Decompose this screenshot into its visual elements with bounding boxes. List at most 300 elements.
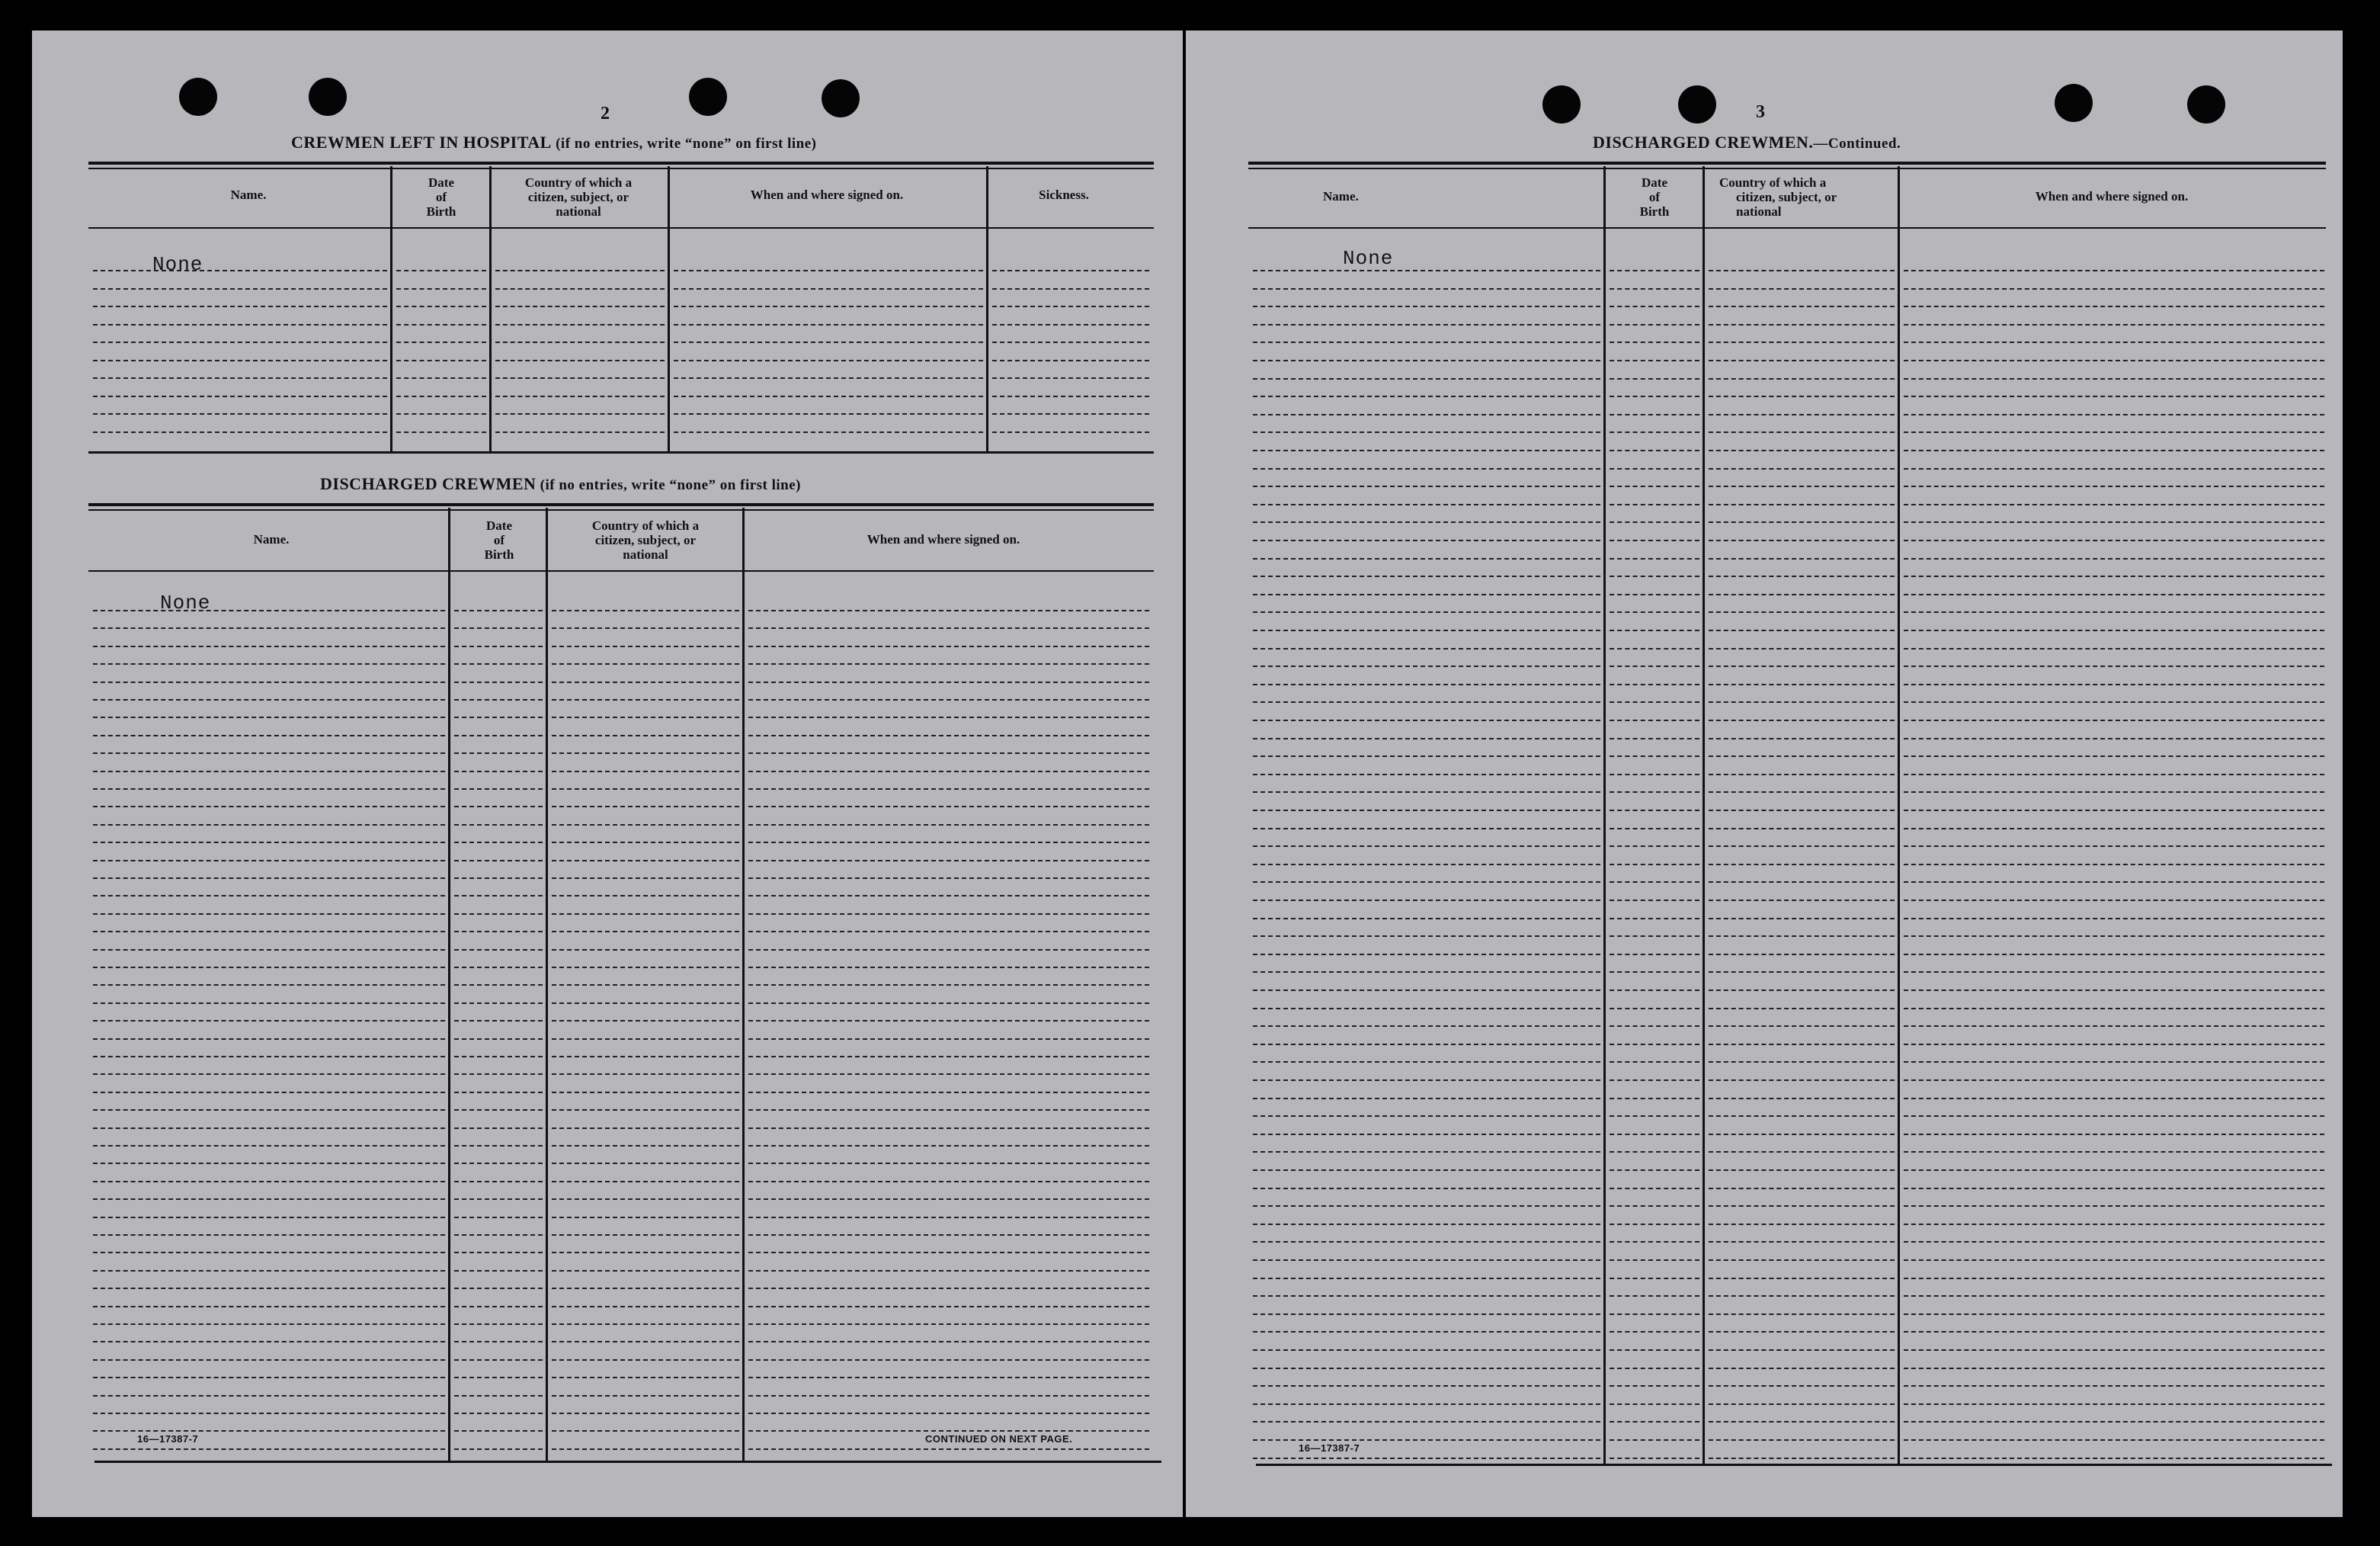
row-line [1610,324,1699,326]
row-line [1904,504,2324,505]
row-line [1904,701,2324,703]
row-line [1253,720,1600,721]
row-line [454,1145,543,1147]
row-line [992,413,1149,415]
row-line [552,610,739,611]
row-line [748,1323,1149,1325]
row-line [748,1145,1149,1147]
continued-note: CONTINUED ON NEXT PAGE. [925,1433,1073,1445]
row-line [1904,1044,2324,1045]
row-line [495,377,665,379]
row-line [1904,1259,2324,1261]
row-line [1904,1224,2324,1225]
row-line [93,431,387,433]
row-line [454,1359,543,1361]
row-line [1709,450,1895,451]
row-line [1610,738,1699,739]
row-line [454,984,543,986]
row-line [992,288,1149,290]
row-line [1610,971,1699,973]
row-line [552,1448,739,1450]
row-line [1709,1439,1895,1441]
row-line [1904,1403,2324,1405]
row-line [1610,701,1699,703]
row-line [454,842,543,843]
row-line [93,1341,445,1342]
top-rule [88,168,1154,169]
row-line [552,682,739,683]
row-line [454,913,543,915]
row-line [454,1288,543,1289]
row-line [748,931,1149,932]
row-line [1610,935,1699,937]
row-line [93,646,445,647]
row-line [454,682,543,683]
column-divider [489,166,492,451]
row-line [992,324,1149,326]
top-rule [1248,168,2326,169]
row-line [674,306,983,307]
top-rule [88,162,1154,165]
row-line [1709,1421,1895,1423]
row-line [1709,1313,1895,1315]
row-line [1610,1295,1699,1297]
row-line [93,342,387,343]
row-line [93,1430,445,1432]
row-line [1709,720,1895,721]
row-line [396,431,486,433]
row-line [1253,342,1600,343]
row-line [1610,1349,1699,1351]
row-line [1904,486,2324,487]
row-line [1904,1421,2324,1423]
row-line [1253,504,1600,505]
row-line [93,1198,445,1200]
row-line [93,1234,445,1236]
row-line [1253,1313,1600,1315]
row-line [1253,468,1600,470]
row-line [93,806,445,807]
row-line [396,342,486,343]
row-line [1610,1134,1699,1135]
row-line [454,717,543,718]
row-line [1904,1205,2324,1207]
row-line [1253,684,1600,685]
column-divider [1603,166,1606,1466]
row-line [93,984,445,986]
row-line [674,413,983,415]
row-line [454,663,543,665]
row-line [454,1448,543,1450]
row-line [1904,738,2324,739]
row-line [93,306,387,307]
row-line [552,1181,739,1182]
row-line [93,1038,445,1040]
row-line [748,1448,1149,1450]
row-line [1904,1295,2324,1297]
row-line [1610,576,1699,577]
row-line [1904,611,2324,613]
punch-hole [822,79,860,117]
row-line [1253,864,1600,865]
row-line [396,270,486,271]
header-rule [1248,227,2326,229]
row-line [552,771,739,772]
row-line [748,699,1149,701]
column-header-date-of-birth: Date of Birth [426,175,456,219]
row-line [1253,1295,1600,1297]
row-line [454,1163,543,1164]
row-line [552,1413,739,1414]
row-line [748,1217,1149,1218]
row-line [1253,1439,1600,1441]
row-line [454,1252,543,1253]
row-line [674,288,983,290]
row-line [1610,630,1699,631]
row-line [1904,954,2324,955]
row-line [93,1252,445,1253]
row-line [1709,1259,1895,1261]
row-line [495,306,665,307]
row-line [1904,864,2324,865]
row-line [454,735,543,736]
row-line [1709,900,1895,901]
row-line [748,1038,1149,1040]
discharged-continued-title: DISCHARGED CREWMEN.—Continued. [1593,133,1901,152]
row-line [1709,1134,1895,1135]
row-line [1904,1025,2324,1027]
row-line [552,1341,739,1342]
row-line [748,1056,1149,1057]
row-line [1610,774,1699,775]
row-line [1904,720,2324,721]
row-line [454,1377,543,1378]
row-line [1253,270,1600,271]
row-line [1253,1115,1600,1117]
top-rule [88,503,1154,506]
row-line [1253,431,1600,433]
row-line [1610,1115,1699,1117]
row-line [1253,666,1600,667]
row-line [93,1020,445,1022]
row-line [1253,414,1600,415]
row-line [454,877,543,879]
row-line [1610,1421,1699,1423]
discharged-section-title: DISCHARGED CREWMEN (if no entries, write “none” on first line) [320,474,802,493]
row-line [495,270,665,271]
row-line [1610,1025,1699,1027]
row-line [1904,540,2324,541]
row-line [1904,1349,2324,1351]
row-line [1610,468,1699,470]
row-line [1709,576,1895,577]
row-line [552,646,739,647]
row-line [1253,971,1600,973]
column-divider [448,508,450,1461]
row-line [1709,1188,1895,1189]
row-line [748,1359,1149,1361]
row-line [1253,1098,1600,1099]
row-line [1709,648,1895,650]
page-number: 3 [1756,102,1765,122]
row-line [93,1306,445,1307]
row-line [1709,701,1895,703]
row-line [93,1377,445,1378]
column-header-name: Name. [253,532,290,547]
row-line [1709,486,1895,487]
row-line [552,984,739,986]
row-line [552,1056,739,1057]
row-line [992,270,1149,271]
row-line [93,1127,445,1129]
row-line [1253,1458,1600,1459]
row-line [1253,1079,1600,1081]
row-line [1610,414,1699,415]
row-line [1709,1061,1895,1063]
row-line [1610,521,1699,523]
row-line [1709,881,1895,883]
row-line [1253,1205,1600,1207]
row-line [748,1377,1149,1378]
row-line [1253,1134,1600,1135]
row-line [552,931,739,932]
column-divider [390,166,392,451]
row-line [1253,648,1600,650]
row-line [552,717,739,718]
row-line [748,895,1149,896]
punch-hole [179,78,217,116]
row-line [1709,954,1895,955]
row-line [748,1341,1149,1342]
row-line [748,842,1149,843]
row-line [674,270,983,271]
row-line [1610,648,1699,650]
punch-hole [689,78,727,116]
row-line [454,1020,543,1022]
row-line [1610,1241,1699,1243]
row-line [1253,450,1600,451]
row-line [1253,1188,1600,1189]
row-line [1253,558,1600,560]
row-line [552,1092,739,1093]
row-line [1610,540,1699,541]
row-line [552,842,739,843]
row-line [1709,791,1895,793]
row-line [1610,1205,1699,1207]
row-line [552,1252,739,1253]
discharged-entry-name: None [1343,247,1394,270]
row-line [93,967,445,968]
row-line [992,396,1149,397]
punch-hole [1678,85,1716,123]
row-line [454,1323,543,1325]
row-line [1253,1385,1600,1387]
row-line [1709,1025,1895,1027]
row-line [454,1056,543,1057]
row-line [1709,1385,1895,1387]
row-line [93,1002,445,1004]
row-line [748,1109,1149,1111]
row-line [552,1288,739,1289]
row-line [1610,1098,1699,1099]
row-line [1904,468,2324,470]
row-line [1904,270,2324,271]
row-line [1904,431,2324,433]
row-line [748,1430,1149,1432]
row-line [1709,594,1895,595]
row-line [396,324,486,326]
row-line [1610,1368,1699,1369]
row-line [674,377,983,379]
row-line [93,913,445,915]
row-line [1709,1241,1895,1243]
row-line [454,806,543,807]
row-line [93,877,445,879]
row-line [93,1073,445,1075]
row-line [1610,1044,1699,1045]
row-line [748,735,1149,736]
row-line [748,1413,1149,1414]
row-line [552,1127,739,1129]
form-number: 16—17387-7 [1299,1442,1360,1454]
row-line [552,1002,739,1004]
row-line [1610,845,1699,847]
row-line [992,431,1149,433]
row-line [1709,971,1895,973]
row-line [1709,1368,1895,1369]
row-line [396,377,486,379]
row-line [93,699,445,701]
form-number: 16—17387-7 [137,1433,199,1445]
row-line [454,771,543,772]
row-line [93,1181,445,1182]
row-line [1610,990,1699,991]
column-header-when-where-signed: When and where signed on. [2035,189,2189,204]
row-line [552,806,739,807]
row-line [748,663,1149,665]
row-line [748,788,1149,790]
row-line [93,270,387,271]
row-line [1253,1241,1600,1243]
row-line [454,1395,543,1397]
row-line [748,1270,1149,1272]
row-line [1610,1224,1699,1225]
row-line [1709,1169,1895,1171]
row-line [1610,810,1699,811]
row-line [1904,576,2324,577]
row-line [454,967,543,968]
row-line [454,860,543,861]
row-line [1610,1169,1699,1171]
column-divider [742,508,745,1461]
row-line [1709,1115,1895,1117]
row-line [93,396,387,397]
column-header-name: Name. [230,188,267,202]
row-line [748,717,1149,718]
row-line [396,413,486,415]
row-line [1709,468,1895,470]
column-divider [1703,166,1705,1466]
row-line [1709,918,1895,919]
row-line [1709,1151,1895,1153]
row-line [1253,1259,1600,1261]
row-line [1253,1008,1600,1009]
row-line [552,788,739,790]
row-line [1904,935,2324,937]
row-line [1904,1134,2324,1135]
row-line [552,1038,739,1040]
row-line [1610,431,1699,433]
row-line [1904,881,2324,883]
row-line [1904,648,2324,650]
row-line [552,967,739,968]
row-line [1610,881,1699,883]
row-line [1610,396,1699,397]
row-line [454,627,543,629]
row-line [748,627,1149,629]
top-rule [88,509,1154,511]
row-line [1253,486,1600,487]
row-line [1253,1061,1600,1063]
row-line [1253,540,1600,541]
punch-hole [2055,84,2093,122]
row-line [495,288,665,290]
row-line [1610,900,1699,901]
row-line [1904,414,2324,415]
row-line [1610,954,1699,955]
row-line [1253,774,1600,775]
row-line [1709,288,1895,290]
row-line [1904,1115,2324,1117]
row-line [93,360,387,361]
row-line [396,306,486,307]
row-line [1253,845,1600,847]
header-rule [88,570,1154,572]
row-line [1610,1313,1699,1315]
row-line [1610,918,1699,919]
row-line [1709,755,1895,757]
row-line [748,682,1149,683]
row-line [1709,1331,1895,1333]
row-line [748,949,1149,951]
row-line [992,306,1149,307]
row-line [93,788,445,790]
row-line [454,788,543,790]
row-line [992,360,1149,361]
top-rule [1248,162,2326,165]
row-line [1253,1368,1600,1369]
row-line [495,360,665,361]
row-line [1253,1025,1600,1027]
row-line [1610,288,1699,290]
row-line [748,1092,1149,1093]
hospital-section-title: CREWMEN LEFT IN HOSPITAL (if no entries, write “none” on first line) [291,133,817,152]
header-rule [88,227,1154,229]
row-line [552,1306,739,1307]
row-line [93,1163,445,1164]
row-line [1904,378,2324,380]
row-line [454,1341,543,1342]
row-line [1253,990,1600,991]
row-line [552,1020,739,1022]
row-line [1904,791,2324,793]
column-header-country: Country of which a citizen, subject, or national [524,175,633,219]
punch-hole [2187,85,2225,123]
row-line [396,360,486,361]
row-line [93,895,445,896]
row-line [1709,378,1895,380]
row-line [1709,1044,1895,1045]
